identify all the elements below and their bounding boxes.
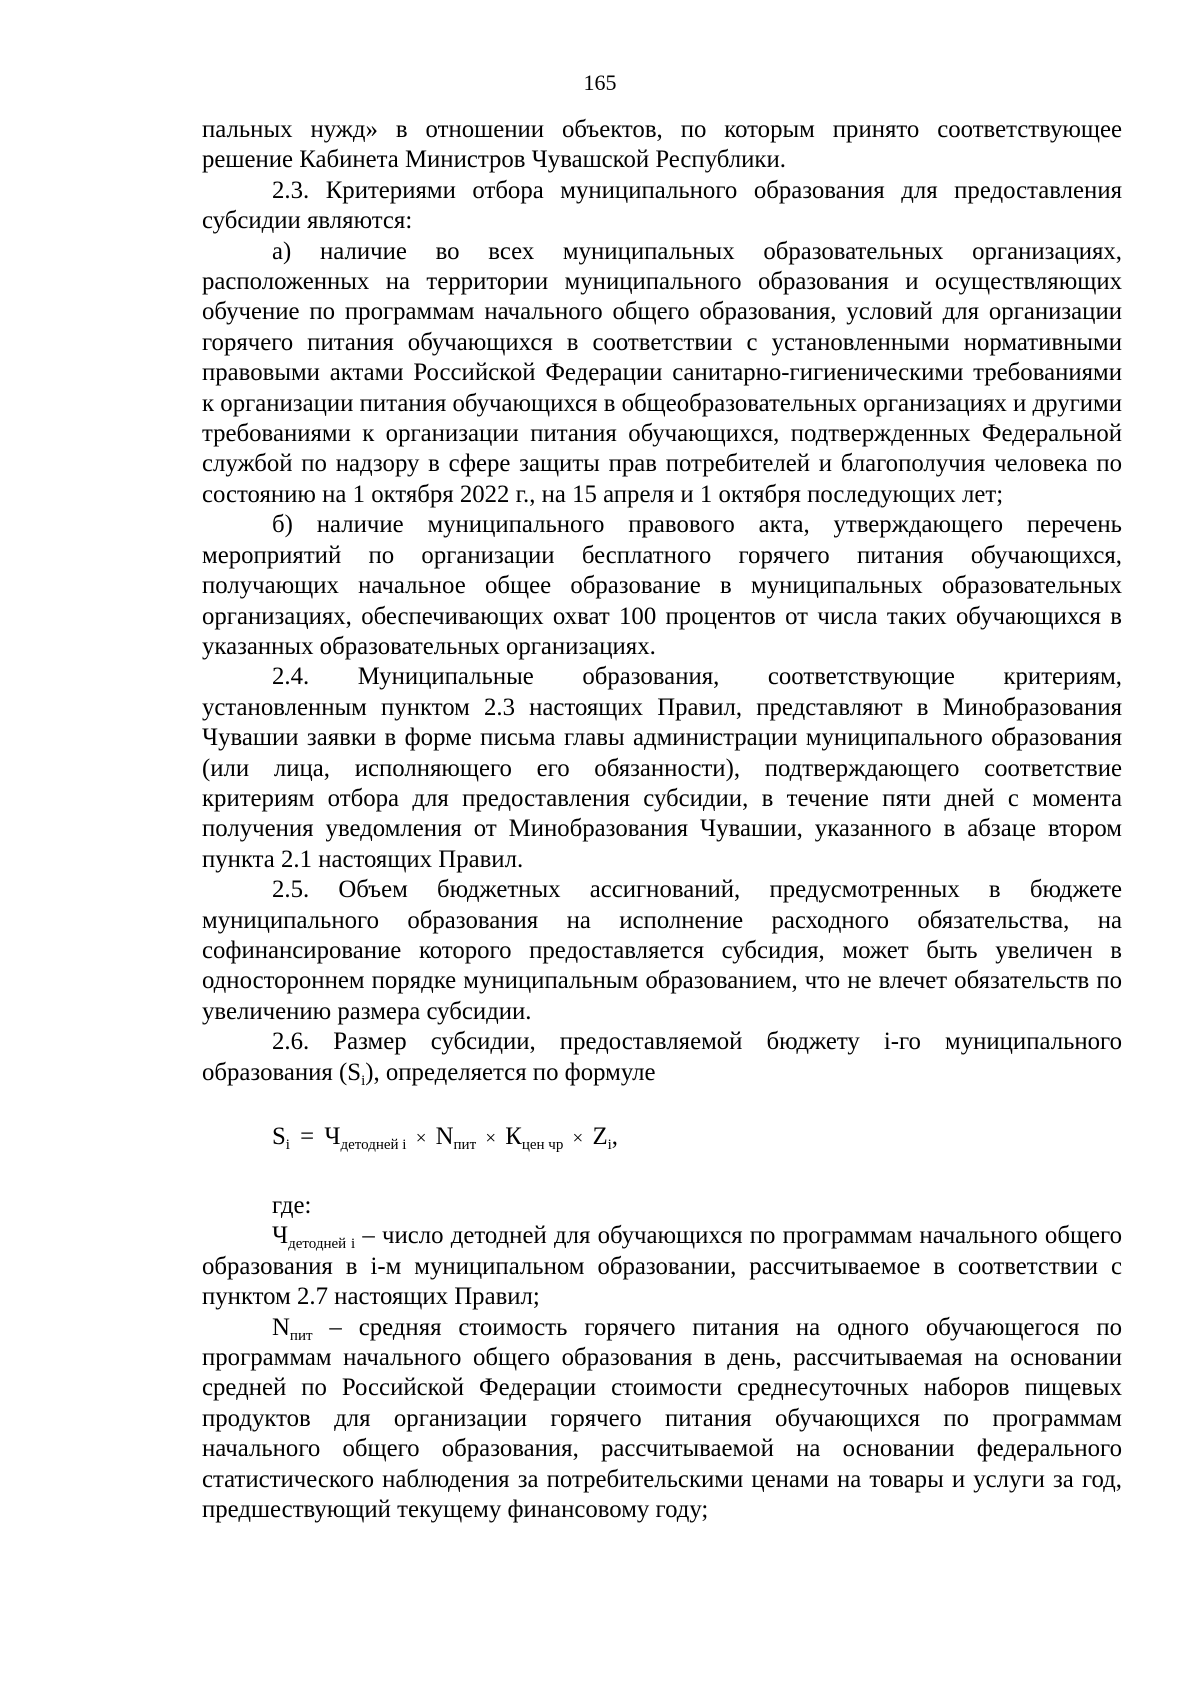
formula-equals: = <box>300 1123 315 1150</box>
paragraph-2-6 <box>202 1027 1122 1088</box>
paragraph-continuation: пальных нужд» в отношении объектов, по которым принято соответствующее решение Кабинета Министров Чувашской Республики. <box>202 116 1122 174</box>
formula-ch: Ч <box>324 1123 341 1150</box>
paragraph-2-3-a: а) наличие во всех муниципальных образовательных организациях, расположенных на территории муниципального образования и осуществляющих обучение по программам начального общего образования, условий для организации горячего питания обучающихся в соответствии с установленными нормативными правовыми актами Российской Федерации санитарно-гигиеническими требованиями к организации питания обучающихся в общеобразовательных организациях и другими требованиями к организации питания обучающихся, подтвержденных Федеральной службой по надзору в сфере защиты прав потребителей и благополучия человека по состоянию на 1 октября 2022 г., на 15 апреля и 1 октября последующих лет; <box>202 237 1122 508</box>
subsidy-formula <box>202 1122 1122 1154</box>
definition-ch-text: – число детодней для обучающихся по программам начального общего образования в i-м муниципальном образовании, рассчитываемое в соответствии с пунктом 2.7 настоящих Правил; <box>202 1222 1122 1311</box>
paragraph-2-6-subscript: i <box>361 1072 366 1089</box>
paragraph-2-5: 2.5. Объем бюджетных ассигнований, предусмотренных в бюджете муниципального образования на исполнение расходного обязательства, на софинансирование которого предоставляется субсидия, может быть увеличен в одностороннем порядке муниципальным образованием, что не влечет обязательств по увеличению размера субсидии. <box>202 876 1122 1025</box>
paragraph-2-4: 2.4. Муниципальные образования, соответствующие критериям, установленным пунктом 2.3 настоящих Правил, представляют в Минобразования Чувашии заявки в форме письма главы администрации муниципального образования (или лица, исполняющего его обязанности), подтверждающего соответствие критериям отбора для предоставления субсидии, в течение пяти дней с момента получения уведомления от Минобразования Чувашии, указанного в абзаце втором пункта 2.1 настоящих Правил. <box>202 663 1122 873</box>
formula-times-2: × <box>485 1128 497 1149</box>
definition-n-symbol: N <box>272 1313 290 1341</box>
definition-ch-sub: детодней i <box>288 1236 356 1253</box>
paragraph-2-6-text-end: ), определяется по формуле <box>365 1058 656 1086</box>
definition-n <box>202 1313 1122 1526</box>
definition-ch-symbol: Ч <box>272 1222 289 1250</box>
formula-s-sub: i <box>285 1137 290 1153</box>
definition-ch <box>202 1221 1122 1312</box>
paragraph-2-6-text-start: 2.6. Размер субсидии, предоставляемой бюджету i-го муниципального образования (S <box>202 1028 1122 1086</box>
formula-n: N <box>435 1123 454 1150</box>
formula-z: Z <box>592 1123 608 1150</box>
formula-ch-sub: детодней i <box>340 1137 407 1153</box>
formula-z-sub: i <box>607 1137 612 1153</box>
formula-k-sub: цен чр <box>521 1137 564 1153</box>
where-label: где: <box>272 1192 312 1219</box>
definition-n-sub: пит <box>289 1327 313 1344</box>
formula-n-sub: пит <box>453 1137 477 1153</box>
definition-n-text: – средняя стоимость горячего питания на одного обучающегося по программам начального общего образования в день, рассчитываемая на основании средней по Российской Федерации стоимости среднесуточных наборов пищевых продуктов для организации горячего питания обучающихся по программам начального общего образования, рассчитываемой на основании федерального статистического наблюдения за потребительскими ценами на товары и услуги за год, предшествующий текущему финансовому году; <box>202 1313 1122 1524</box>
formula-s: S <box>272 1123 286 1150</box>
document-body <box>202 115 1122 1525</box>
paragraph-2-3-b: б) наличие муниципального правового акта, утверждающего перечень мероприятий по организации бесплатного горячего питания обучающихся, получающих начальное общее образование в муниципальных образовательных организациях, обеспечивающих охват 100 процентов от числа таких обучающихся в указанных образовательных организациях. <box>202 511 1122 660</box>
paragraph-2-3: 2.3. Критериями отбора муниципального образования для предоставления субсидии являются: <box>202 176 1122 235</box>
formula-end: , <box>611 1123 618 1150</box>
formula-times-1: × <box>415 1128 427 1149</box>
formula-k: К <box>505 1123 522 1150</box>
formula-times-3: × <box>572 1128 584 1149</box>
page-number: 165 <box>583 70 617 95</box>
